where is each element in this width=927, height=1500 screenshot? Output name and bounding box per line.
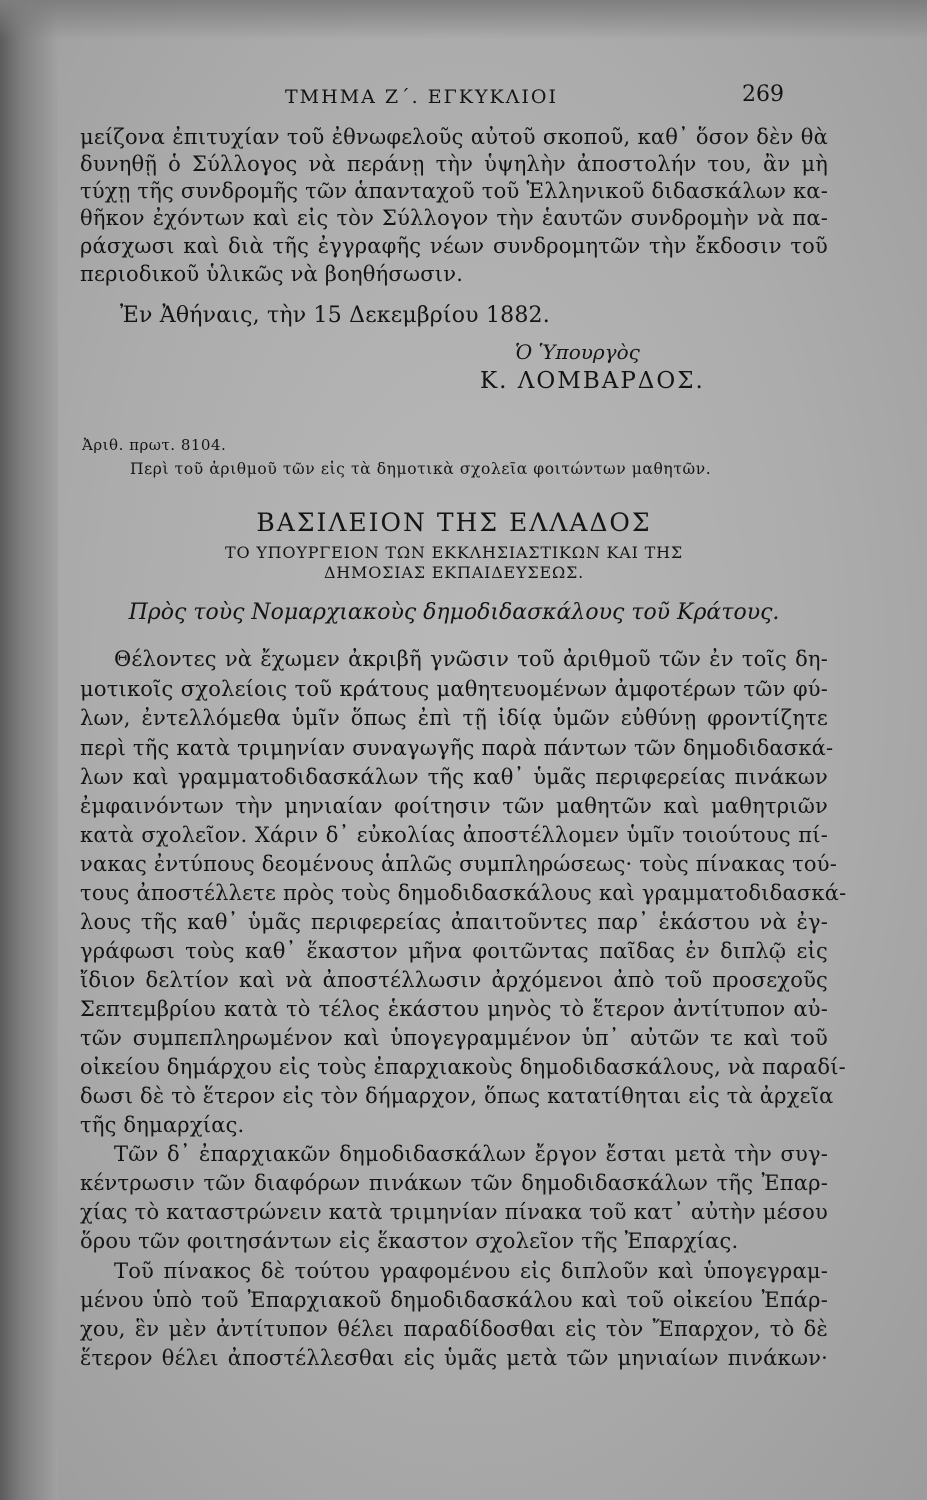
text-line: κέντρωσιν τῶν διαφόρων πινάκων τῶν δημοδιδασκάλων τῆς Ἐπαρ- [80, 1171, 828, 1195]
text-line: ράσχωσι καὶ διὰ τῆς ἐγγραφῆς νέων συνδρομητῶν τὴν ἔκδοσιν τοῦ [80, 234, 828, 258]
signature-title: Ὁ Ὑπουργὸς [515, 340, 640, 364]
text-line: τῆς δημαρχίας. [80, 1113, 245, 1137]
page-top-shadow [0, 0, 927, 40]
text-line: μοτικοῖς σχολείοις τοῦ κράτους μαθητευομένων ἀμφοτέρων τῶν φύ- [80, 677, 828, 701]
text-line: τους ἀποστέλλετε πρὸς τοὺς δημοδιδασκάλους καὶ γραμματοδιδασκά- [80, 881, 847, 905]
text-line: ἕτερον θέλει ἀποστέλλεσθαι εἰς ὑμᾶς μετὰ τῶν μηνιαίων πινάκων· [80, 1346, 828, 1370]
text-line: λων, ἐντελλόμεθα ὑμῖν ὅπως ἐπὶ τῇ ἰδίᾳ ὑμῶν εὐθύνῃ φροντίζητε [80, 706, 828, 730]
running-head: ΤΜΗΜΑ Ζ΄. ΕΓΚΥΚΛΙΟΙ [285, 86, 558, 108]
signature-name: Κ. ΛΟΜΒΑΡΔΟΣ. [480, 368, 705, 394]
page-left-shadow [0, 0, 58, 1500]
text-line: τύχῃ τῆς συνδρομῆς τῶν ἁπανταχοῦ τοῦ Ἑλληνικοῦ διδασκάλων κα- [80, 179, 828, 203]
text-line: νακας ἐντύπους δεομένους ἁπλῶς συμπληρώσεως· τοὺς πίνακας τού- [80, 852, 837, 876]
text-line: χίας τὸ καταστρώνειν κατὰ τριμηνίαν πίνακα τοῦ κατ᾽ αὐτὴν μέσου [80, 1200, 828, 1224]
text-line: θῆκον ἐχόντων καὶ εἰς τὸν Σύλλογον τὴν ἑαυτῶν συνδρομὴν νὰ πα- [80, 206, 828, 230]
text-line: ἴδιον δελτίον καὶ νὰ ἀποστέλλωσιν ἀρχόμενοι ἀπὸ τοῦ προσεχοῦς [80, 968, 828, 992]
text-line: οἰκείου δημάρχου εἰς τοὺς ἐπαρχιακοὺς δημοδιδασκάλους, νὰ παραδί- [80, 1055, 846, 1079]
text-line: ἐμφαινόντων τὴν μηνιαίαν φοίτησιν τῶν μαθητῶν καὶ μαθητριῶν [80, 794, 828, 818]
text-line: γράφωσι τοὺς καθ᾽ ἕκαστον μῆνα φοιτῶντας παῖδας ἐν διπλῷ εἰς [80, 939, 828, 963]
text-line: Τῶν δ᾽ ἐπαρχιακῶν δημοδιδασκάλων ἔργον ἔσται μετὰ τὴν συγ- [114, 1142, 828, 1166]
protocol-number: Ἀριθ. πρωτ. 8104. [82, 436, 227, 454]
ministry-heading-line2: ΔΗΜΟΣΙΑΣ ΕΚΠΑΙΔΕΥΣΕΩΣ. [323, 563, 585, 582]
text-line: περὶ τῆς κατὰ τριμηνίαν συναγωγῆς παρὰ πάντων τῶν δημοδιδασκά- [80, 736, 834, 760]
text-line: Σεπτεμβρίου κατὰ τὸ τέλος ἑκάστου μηνὸς τὸ ἕτερον ἀντίτυπον αὐ- [80, 997, 828, 1021]
text-line: κατὰ σχολεῖον. Χάριν δ᾽ εὐκολίας ἀποστέλλομεν ὑμῖν τοιούτους πί- [80, 823, 828, 847]
text-line: τῶν συμπεπληρωμένον καὶ ὑπογεγραμμένον ὑπ᾽ αὐτῶν τε καὶ τοῦ [80, 1026, 828, 1050]
text-line: μένου ὑπὸ τοῦ Ἐπαρχιακοῦ δημοδιδασκάλου καὶ τοῦ οἰκείου Ἐπάρ- [80, 1288, 828, 1312]
page-number: 269 [742, 82, 784, 107]
text-line: περιοδικοῦ ὑλικῶς νὰ βοηθήσωσιν. [80, 262, 464, 286]
text-line: ὅρου τῶν φοιτησάντων εἰς ἕκαστον σχολεῖον τῆς Ἐπαρχίας. [80, 1229, 739, 1253]
kingdom-heading: ΒΑΣΙΛΕΙΟΝ ΤΗΣ ΕΛΛΑΔΟΣ [256, 508, 652, 537]
addressee-line: Πρὸς τοὺς Νομαρχιακοὺς δημοδιδασκάλους τοῦ Κράτους. [128, 600, 780, 625]
text-line: δωσι δὲ τὸ ἕτερον εἰς τὸν δήμαρχον, ὅπως κατατίθηται εἰς τὰ ἀρχεῖα [80, 1084, 834, 1108]
circular-subject: Περὶ τοῦ ἀριθμοῦ τῶν εἰς τὰ δημοτικὰ σχολεῖα φοιτώντων μαθητῶν. [130, 460, 712, 478]
text-line: Θέλοντες νὰ ἔχωμεν ἀκριβῆ γνῶσιν τοῦ ἀριθμοῦ τῶν ἐν τοῖς δη- [114, 647, 828, 671]
text-line: λους τῆς καθ᾽ ὑμᾶς περιφερείας ἀπαιτοῦντες παρ᾽ ἑκάστου νὰ ἐγ- [80, 910, 828, 934]
text-line: λων καὶ γραμματοδιδασκάλων τῆς καθ᾽ ὑμᾶς περιφερείας πινάκων [80, 765, 828, 789]
text-line: χου, ἓν μὲν ἀντίτυπον θέλει παραδίδοσθαι εἰς τὸν Ἔπαρχον, τὸ δὲ [80, 1317, 828, 1341]
text-line: δυνηθῇ ὁ Σύλλογος νὰ περάνῃ τὴν ὑψηλὴν ἀποστολήν του, ἂν μὴ [80, 152, 828, 176]
ministry-heading-line1: ΤΟ ΥΠΟΥΡΓΕΙΟΝ ΤΩΝ ΕΚΚΛΗΣΙΑΣΤΙΚΩΝ ΚΑΙ ΤΗΣ [225, 543, 683, 562]
date-line: Ἐν Ἀθήναις, τὴν 15 Δεκεμβρίου 1882. [120, 303, 550, 328]
text-line: Τοῦ πίνακος δὲ τούτου γραφομένου εἰς διπλοῦν καὶ ὑπογεγραμ- [114, 1259, 828, 1283]
text-line: μείζονα ἐπιτυχίαν τοῦ ἐθνωφελοῦς αὐτοῦ σκοποῦ, καθ᾽ ὅσον δὲν θὰ [80, 125, 828, 149]
